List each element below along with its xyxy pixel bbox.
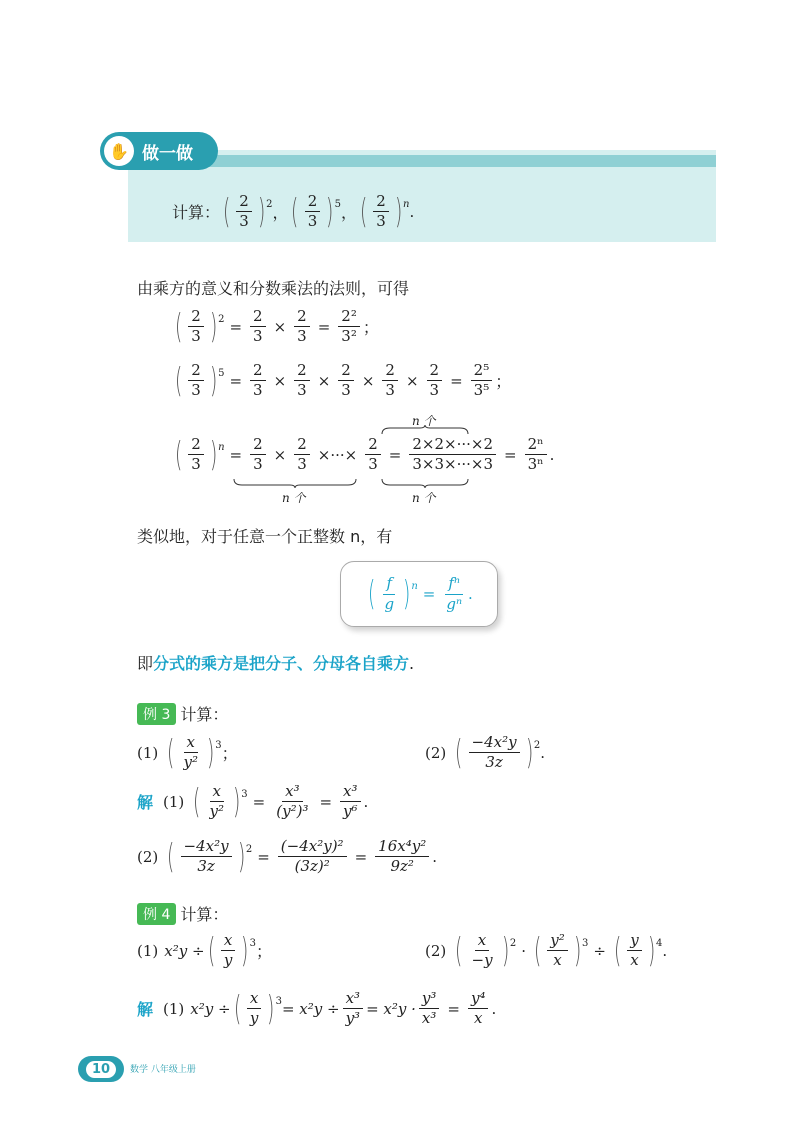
page-number-badge <box>78 1056 124 1082</box>
brace-bottom-left-label: n 个 <box>282 491 306 505</box>
activity-title: 做一做 <box>142 143 193 164</box>
equation-line-2: ( $\frac{2}{3}$ ) $^5$ = $\frac{2}{3}$ × $\frac{2}{3}$ × $\frac{2}{3}$ × $\frac{2}{3}$ × $\frac{2}{3}$ = $\frac{\text{2⁵}}{\text{3⁵}}$ ； <box>174 360 512 401</box>
similar-text: 类似地，对于任意一个正整数 n，有 <box>137 527 393 546</box>
ex3-solution-1: 解 (1) ( $\frac{x}{\text{y²}}$ ) $^3$ = $\frac{\text{x³}}{\text{(y²)³}}$ = $\frac{\text{x³}}{\text{y⁶}}$ . <box>137 781 369 822</box>
activity-task: 计算： ( $\frac{2}{3}$ ) $^2$ ， ( $\frac{2}{3}$ ) $^5$ ， ( $\frac{2}{3}$ ) $^n$ . <box>172 191 415 232</box>
brace-top <box>380 425 470 435</box>
ex3-problem-2: (2) ( $\frac{\text{−4x²y}}{3z}$ ) $^2$ . <box>425 732 545 773</box>
ex3-problem-1: (1) ( $\frac{x}{\text{y²}}$ ) $^3$ ； <box>137 732 238 773</box>
brace-bottom-right-label: n 个 <box>412 491 436 505</box>
brace-top-label: n 个 <box>412 414 436 428</box>
brace-bottom-left <box>232 478 358 488</box>
intro-text: 由乘方的意义和分数乘法的法则，可得 <box>137 279 410 298</box>
hand-icon: ✋ <box>104 136 134 166</box>
activity-header <box>100 132 218 170</box>
example-3-heading: 例 3 计算： <box>137 702 228 725</box>
equation-line-1: ( $\frac{2}{3}$ ) $^2$ = $\frac{2}{3}$ × $\frac{2}{3}$ = $\frac{\text{2²}}{\text{3²}}$ ； <box>174 306 379 347</box>
book-title: 数学 八年级上册 <box>130 1065 196 1075</box>
brace-bottom-right <box>380 478 470 488</box>
page-number: 10 <box>86 1061 116 1078</box>
ex4-problem-1: (1) x²y ÷ ( $\frac{x}{y}$ ) $^3$ ； <box>137 930 272 971</box>
formula-box: ( $\frac{f}{g}$ ) $^n$ = $\frac{\text{fⁿ}}{\text{gⁿ}}$ . <box>340 561 498 627</box>
banner-stripe <box>175 155 716 167</box>
ex3-solution-2: (2) ( $\frac{\text{−4x²y}}{3z}$ ) $^2$ = $\frac{\text{(−4x²y)²}}{\text{(3z)²}}$ = $\frac{\text{16x⁴y²}}{\text{9z²}}$ . <box>137 836 437 877</box>
ex4-solution-1: 解 (1) x²y ÷ ( $\frac{x}{y}$ ) $^3$ = x²y ÷ $\frac{\text{x³}}{\text{y³}}$ = x²y · $\frac{\text{y³}}{\text{x³}}$ = $\frac{\text{y⁴}}{x}$ . <box>137 988 497 1029</box>
ex4-problem-2: (2) ( $\frac{x}{-y}$ ) $^2$ · ( $\frac{\text{y²}}{x}$ ) $^3$ ÷ ( $\frac{y}{x}$ ) $^4$ . <box>425 930 668 971</box>
rule-text: 即分式的乘方是把分子、分母各自乘方. <box>137 654 415 673</box>
example-4-heading: 例 4 计算： <box>137 902 228 925</box>
equation-line-3: ( $\frac{2}{3}$ ) $^n$ = $\frac{2}{3}$ × $\frac{2}{3}$ ×···× $\frac{2}{3}$ = $\frac{2\times 2\times\cdot\cdot\cdot\times 2}{3\times 3\times\cdot\cdot\cdot\times 3}$ = $\frac{\text{2ⁿ}}{\text{3ⁿ}}$ . <box>174 434 555 475</box>
